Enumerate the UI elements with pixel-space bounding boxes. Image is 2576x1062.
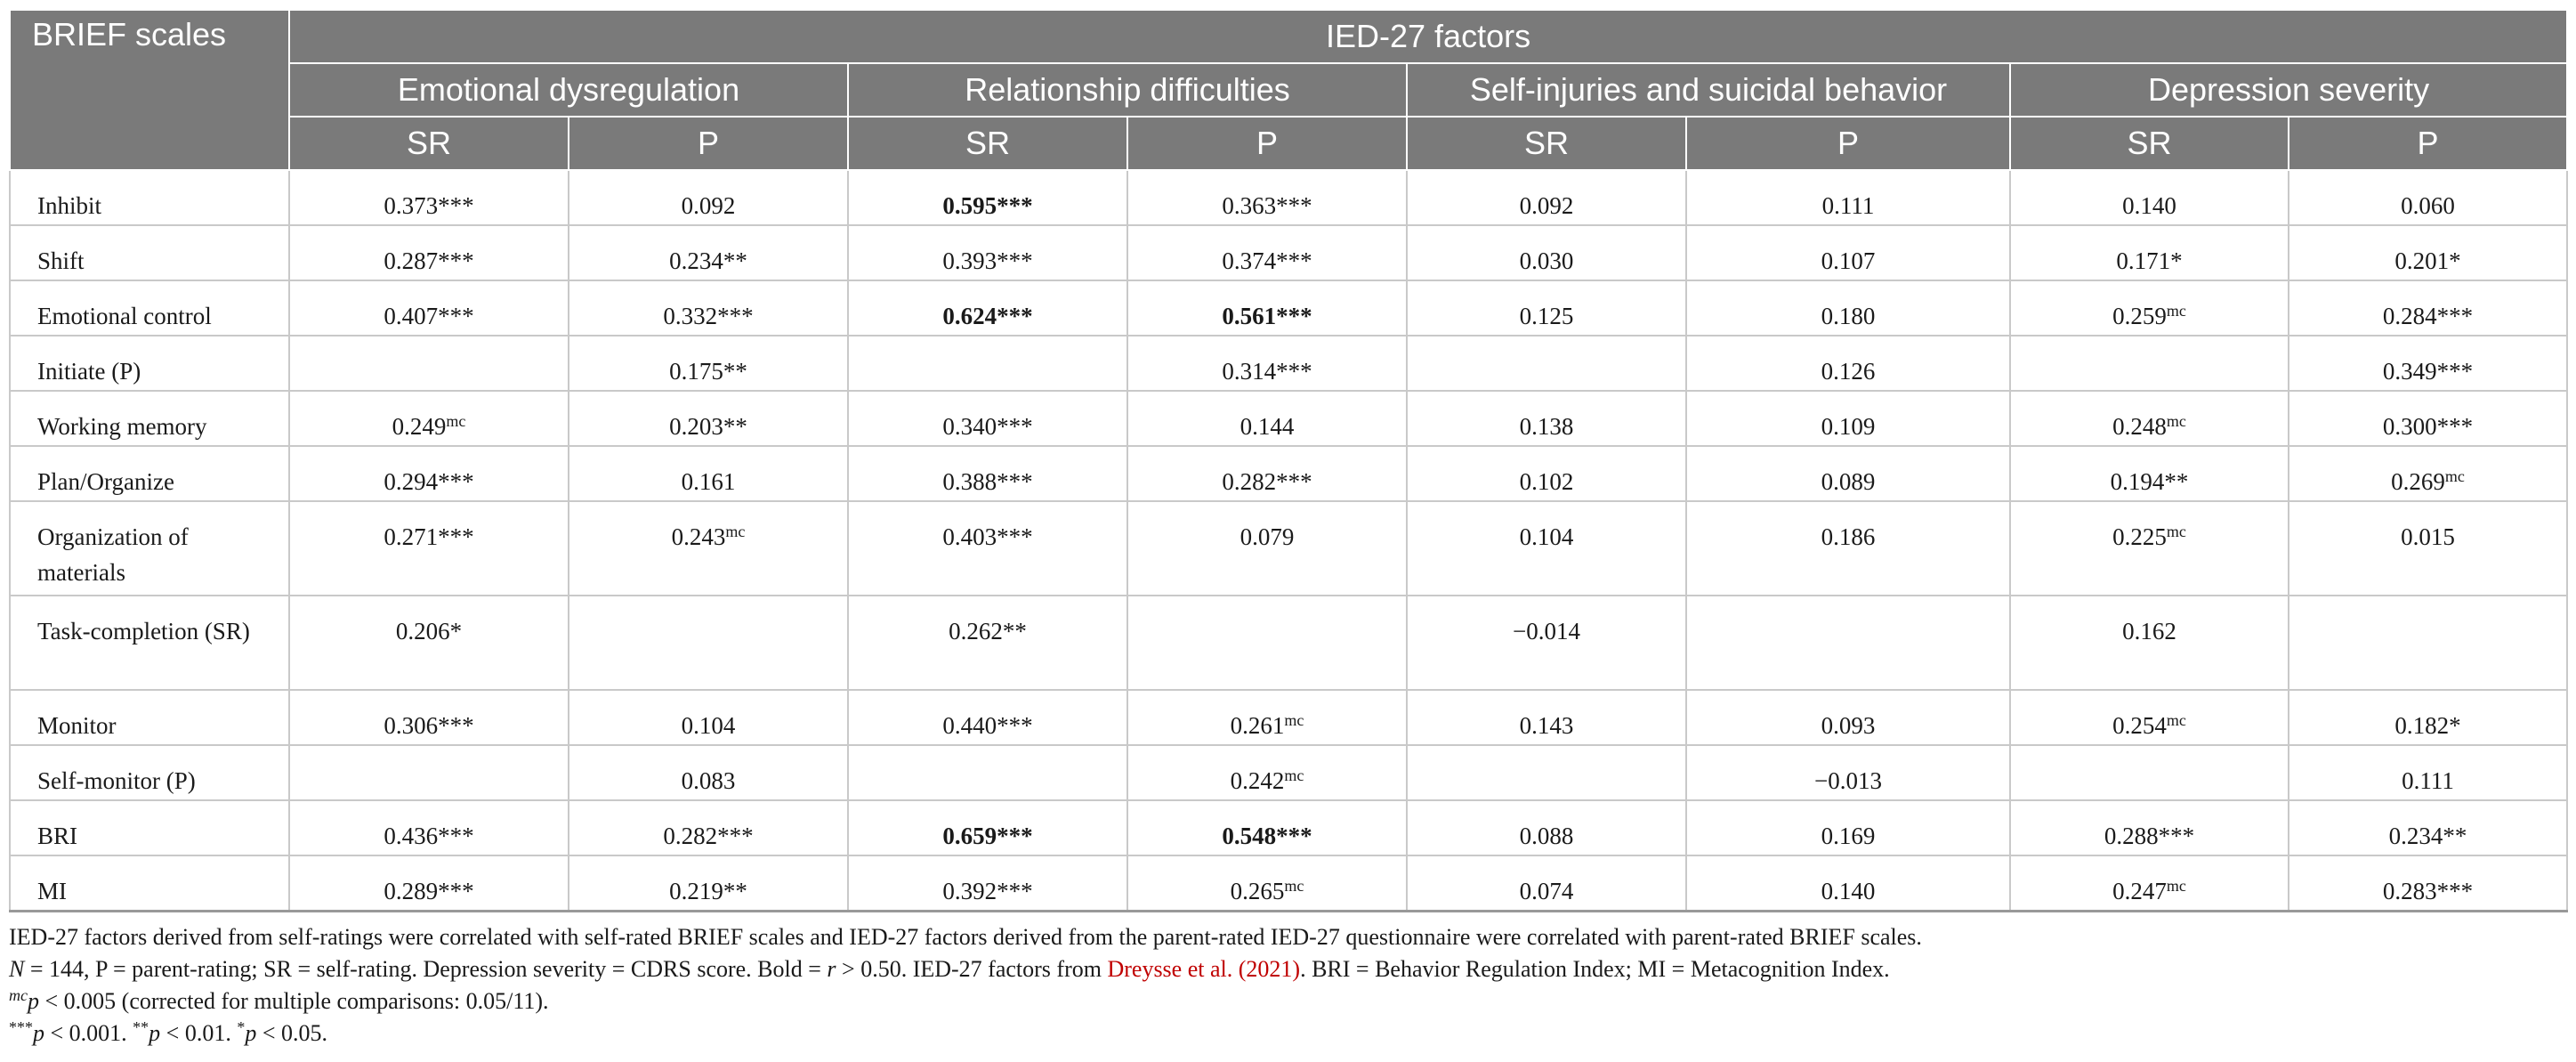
table-cell <box>569 690 848 745</box>
significance-marker: *** <box>997 303 1033 329</box>
table-cell <box>1407 745 1686 800</box>
row-label: Working memory <box>10 391 289 446</box>
table-cell <box>1127 501 1407 596</box>
table-cell <box>1127 170 1407 225</box>
cell-value: 0.440 <box>942 712 997 739</box>
ied27-factors-header: IED-27 factors <box>289 10 2567 63</box>
row-label: Organization of materials <box>10 501 289 596</box>
table-cell <box>848 690 1127 745</box>
cell-value: 0.388 <box>942 468 997 495</box>
significance-marker: *** <box>997 712 1033 739</box>
table-cell <box>848 225 1127 280</box>
cell-value: 0.282 <box>1222 468 1277 495</box>
cell-value: 0.083 <box>681 767 736 794</box>
cell-value: 0.125 <box>1519 303 1574 329</box>
table-cell <box>2289 225 2567 280</box>
significance-marker: *** <box>717 823 754 849</box>
table-cell <box>289 446 569 501</box>
cell-value: 0.104 <box>1519 523 1574 550</box>
note-n: N <box>9 956 25 982</box>
table-cell <box>2010 596 2289 690</box>
significance-marker: ** <box>723 247 747 274</box>
table-cell <box>1127 225 1407 280</box>
citation-link[interactable]: Dreysse et al. (2021) <box>1107 956 1301 982</box>
cell-value: 0.624 <box>942 303 997 329</box>
table-row <box>10 446 2567 501</box>
cell-value: 0.436 <box>384 823 439 849</box>
table-cell <box>1127 745 1407 800</box>
cell-value: 0.186 <box>1821 523 1876 550</box>
table-row <box>10 501 2567 596</box>
significance-marker: mc <box>1284 766 1304 784</box>
significance-marker: *** <box>2436 303 2474 329</box>
table-cell <box>1127 446 1407 501</box>
significance-marker: *** <box>438 823 474 849</box>
sub-header-sr: SR <box>848 117 1127 170</box>
sub-header-sr: SR <box>2010 117 2289 170</box>
table-cell <box>2289 690 2567 745</box>
cell-value: 0.595 <box>942 192 997 219</box>
significance-marker: *** <box>1276 823 1312 849</box>
row-label: BRI <box>10 800 289 855</box>
table-cell <box>1686 170 2010 225</box>
cell-value: 0.219 <box>669 878 723 904</box>
table-row <box>10 800 2567 855</box>
significance-marker: *** <box>997 878 1033 904</box>
group-header-depression-severity: Depression severity <box>2010 63 2567 117</box>
table-cell <box>1686 280 2010 336</box>
cell-value: 0.140 <box>1821 878 1876 904</box>
significance-marker: mc <box>725 523 746 540</box>
cell-value: 0.143 <box>1519 712 1574 739</box>
note-mc: mc <box>9 986 28 1004</box>
significance-marker: *** <box>1276 192 1312 219</box>
cell-value: 0.374 <box>1222 247 1277 274</box>
significance-marker: mc <box>1284 711 1304 729</box>
table-cell <box>1127 690 1407 745</box>
table-cell <box>1127 336 1407 391</box>
cell-value: 0.089 <box>1821 468 1876 495</box>
cell-value: 0.060 <box>2401 192 2455 219</box>
note-sig1: * <box>237 1018 246 1036</box>
cell-value: 0.289 <box>384 878 439 904</box>
table-row <box>10 855 2567 912</box>
cell-value: 0.030 <box>1519 247 1574 274</box>
table-cell <box>848 855 1127 912</box>
table-cell <box>1407 391 1686 446</box>
cell-value: 0.271 <box>384 523 439 550</box>
cell-value: 0.265 <box>1230 878 1285 904</box>
significance-marker: mc <box>446 412 466 430</box>
significance-marker: *** <box>1276 247 1312 274</box>
cell-value: 0.659 <box>942 823 997 849</box>
note-sig3-text: < 0.001. <box>44 1020 133 1046</box>
note-line-1: IED-27 factors derived from self-ratings were correlated with self-rated BRIEF scales and IED-27 factors derived from the parent-rated IED-27 questionnaire were correlated with parent-rated BRIEF scales. <box>9 924 1922 950</box>
table-cell <box>2289 745 2567 800</box>
table-cell <box>1686 596 2010 690</box>
significance-marker: mc <box>2166 711 2186 729</box>
cell-value: 0.138 <box>1519 413 1574 440</box>
table-cell <box>289 690 569 745</box>
sub-header-sr: SR <box>289 117 569 170</box>
table-cell <box>1407 800 1686 855</box>
table-row <box>10 690 2567 745</box>
cell-value: 0.287 <box>384 247 439 274</box>
table-cell <box>2010 225 2289 280</box>
table-cell <box>1686 855 2010 912</box>
cell-value: 0.074 <box>1519 878 1574 904</box>
cell-value: 0.079 <box>1240 523 1295 550</box>
table-cell <box>2010 800 2289 855</box>
significance-marker: * <box>2449 712 2461 739</box>
cell-value: 0.088 <box>1519 823 1574 849</box>
significance-marker: *** <box>1276 358 1312 385</box>
cell-value: 0.373 <box>384 192 439 219</box>
cell-value: 0.175 <box>669 358 723 385</box>
cell-value: 0.104 <box>681 712 736 739</box>
table-cell <box>1686 391 2010 446</box>
cell-value: 0.248 <box>2112 413 2167 440</box>
group-header-emotional-dysregulation: Emotional dysregulation <box>289 63 848 117</box>
note-sig1-text: < 0.05. <box>256 1020 328 1046</box>
table-cell <box>569 855 848 912</box>
cell-value: 0.393 <box>942 247 997 274</box>
cell-value: 0.294 <box>384 468 439 495</box>
table-cell <box>289 596 569 690</box>
cell-value: 0.171 <box>2116 247 2171 274</box>
cell-value: 0.332 <box>663 303 718 329</box>
table-cell <box>1686 800 2010 855</box>
note-sig3: *** <box>9 1018 33 1036</box>
cell-value: 0.561 <box>1222 303 1277 329</box>
cell-value: 0.548 <box>1222 823 1277 849</box>
table-cell <box>289 225 569 280</box>
table-cell <box>848 800 1127 855</box>
note-line-2 <box>9 953 2566 985</box>
cell-value: 0.392 <box>942 878 997 904</box>
sub-header-p: P <box>1127 117 1407 170</box>
significance-marker: *** <box>997 523 1033 550</box>
table-cell <box>1686 336 2010 391</box>
sub-header-sr: SR <box>1407 117 1686 170</box>
table-cell <box>569 391 848 446</box>
correlation-table <box>9 9 2568 912</box>
cell-value: 0.234 <box>669 247 723 274</box>
significance-marker: mc <box>2166 302 2186 320</box>
table-cell <box>569 501 848 596</box>
significance-marker: ** <box>1002 618 1027 644</box>
significance-marker: *** <box>438 468 474 495</box>
cell-value: 0.111 <box>1821 192 1875 219</box>
cell-value: 0.144 <box>1240 413 1295 440</box>
table-cell <box>569 800 848 855</box>
cell-value: 0.092 <box>681 192 736 219</box>
table-cell <box>569 225 848 280</box>
note-line-2-c: . BRI = Behavior Regulation Index; MI = Metacognition Index. <box>1300 956 1890 982</box>
significance-marker: mc <box>2166 877 2186 895</box>
note-sig2: ** <box>133 1018 149 1036</box>
row-label: Self-monitor (P) <box>10 745 289 800</box>
table-cell <box>848 446 1127 501</box>
cell-value: 0.102 <box>1519 468 1574 495</box>
table-cell <box>2289 446 2567 501</box>
cell-value: 0.206 <box>395 618 450 644</box>
cell-value: −0.013 <box>1814 767 1882 794</box>
table-cell <box>569 745 848 800</box>
table-cell <box>2010 280 2289 336</box>
table-cell <box>1686 501 2010 596</box>
table-cell <box>289 855 569 912</box>
table-cell <box>569 446 848 501</box>
row-label: Monitor <box>10 690 289 745</box>
significance-marker: *** <box>438 712 474 739</box>
table-cell <box>1127 596 1407 690</box>
significance-marker: *** <box>1276 468 1312 495</box>
cell-value: 0.161 <box>681 468 736 495</box>
significance-marker: * <box>449 618 463 644</box>
table-cell <box>289 336 569 391</box>
significance-marker: mc <box>2444 467 2465 485</box>
significance-marker: ** <box>723 413 747 440</box>
table-cell <box>569 170 848 225</box>
table-row <box>10 336 2567 391</box>
significance-marker: *** <box>2436 358 2474 385</box>
note-p: p <box>149 1020 161 1046</box>
table-cell <box>2289 170 2567 225</box>
significance-marker: *** <box>438 878 474 904</box>
table-notes <box>9 921 2566 1050</box>
table-cell <box>569 336 848 391</box>
significance-marker: *** <box>997 247 1033 274</box>
group-header-relationship-difficulties: Relationship difficulties <box>848 63 1407 117</box>
significance-marker: mc <box>1284 877 1304 895</box>
cell-value: 0.249 <box>392 413 447 440</box>
cell-value: 0.234 <box>2388 823 2443 849</box>
table-cell <box>2289 391 2567 446</box>
cell-value: 0.282 <box>663 823 718 849</box>
table-cell <box>2010 391 2289 446</box>
cell-value: 0.254 <box>2112 712 2167 739</box>
cell-value: 0.300 <box>2382 413 2437 440</box>
significance-marker: *** <box>438 303 474 329</box>
cell-value: 0.288 <box>2104 823 2159 849</box>
table-cell <box>289 501 569 596</box>
note-p: p <box>245 1020 257 1046</box>
cell-value: 0.169 <box>1821 823 1876 849</box>
table-cell <box>2289 280 2567 336</box>
row-label: Shift <box>10 225 289 280</box>
table-cell <box>848 391 1127 446</box>
sub-header-p: P <box>569 117 848 170</box>
significance-marker: *** <box>997 192 1033 219</box>
cell-value: 0.182 <box>2394 712 2450 739</box>
cell-value: 0.201 <box>2394 247 2450 274</box>
cell-value: 0.403 <box>942 523 997 550</box>
cell-value: 0.284 <box>2382 303 2437 329</box>
note-line-4 <box>9 1017 2566 1050</box>
brief-scales-header: BRIEF scales <box>10 10 289 170</box>
significance-marker: * <box>2449 247 2461 274</box>
table-cell <box>2010 690 2289 745</box>
table-cell <box>2010 336 2289 391</box>
table-cell <box>289 170 569 225</box>
table-cell <box>2289 596 2567 690</box>
table-cell <box>848 745 1127 800</box>
table-cell <box>1407 170 1686 225</box>
cell-value: 0.107 <box>1821 247 1876 274</box>
cell-value: 0.092 <box>1519 192 1574 219</box>
table-cell <box>1127 800 1407 855</box>
significance-marker: *** <box>997 413 1033 440</box>
row-label: Initiate (P) <box>10 336 289 391</box>
significance-marker: mc <box>2166 412 2186 430</box>
table-cell <box>289 800 569 855</box>
significance-marker: *** <box>438 523 474 550</box>
cell-value: 0.283 <box>2382 878 2437 904</box>
table-cell <box>2289 855 2567 912</box>
cell-value: 0.242 <box>1230 767 1285 794</box>
row-label: MI <box>10 855 289 912</box>
table-cell <box>1686 225 2010 280</box>
table-row <box>10 170 2567 225</box>
table-cell <box>1127 391 1407 446</box>
row-label: Inhibit <box>10 170 289 225</box>
cell-value: 0.162 <box>2122 618 2176 644</box>
table-cell <box>2289 336 2567 391</box>
significance-marker: * <box>2170 247 2183 274</box>
significance-marker: *** <box>997 823 1033 849</box>
table-cell <box>1686 745 2010 800</box>
table-cell <box>2289 800 2567 855</box>
significance-marker: *** <box>2436 413 2474 440</box>
table-row <box>10 596 2567 690</box>
cell-value: 0.349 <box>2382 358 2437 385</box>
table-cell <box>2289 501 2567 596</box>
cell-value: 0.247 <box>2112 878 2167 904</box>
table-cell <box>1686 690 2010 745</box>
table-cell <box>848 501 1127 596</box>
cell-value: 0.225 <box>2112 523 2167 550</box>
cell-value: −0.014 <box>1513 618 1580 644</box>
significance-marker: mc <box>2166 523 2186 540</box>
table-cell <box>1686 446 2010 501</box>
sub-header-p: P <box>1686 117 2010 170</box>
table-cell <box>289 745 569 800</box>
table-cell <box>1407 280 1686 336</box>
cell-value: 0.269 <box>2391 468 2445 495</box>
table-cell <box>848 596 1127 690</box>
table-cell <box>1127 855 1407 912</box>
cell-value: 0.243 <box>671 523 726 550</box>
significance-marker: *** <box>1276 303 1312 329</box>
table-cell <box>2010 855 2289 912</box>
cell-value: 0.407 <box>384 303 439 329</box>
table-cell <box>848 280 1127 336</box>
table-cell <box>848 170 1127 225</box>
cell-value: 0.259 <box>2112 303 2167 329</box>
table-body <box>10 170 2567 912</box>
table-cell <box>2010 745 2289 800</box>
cell-value: 0.314 <box>1222 358 1277 385</box>
significance-marker: *** <box>717 303 754 329</box>
table-cell <box>1407 690 1686 745</box>
significance-marker: ** <box>2443 823 2467 849</box>
cell-value: 0.340 <box>942 413 997 440</box>
significance-marker: *** <box>438 247 474 274</box>
cell-value: 0.203 <box>669 413 723 440</box>
table-cell <box>289 280 569 336</box>
note-p: p <box>33 1020 44 1046</box>
cell-value: 0.194 <box>2110 468 2165 495</box>
table-cell <box>569 596 848 690</box>
table-cell <box>1127 280 1407 336</box>
row-label: Task-completion (SR) <box>10 596 289 690</box>
note-sig2-text: < 0.01. <box>160 1020 238 1046</box>
table-cell <box>1407 596 1686 690</box>
note-p: p <box>28 988 39 1014</box>
table-cell <box>848 336 1127 391</box>
cell-value: 0.126 <box>1821 358 1876 385</box>
table-cell <box>2010 170 2289 225</box>
table-cell <box>1407 855 1686 912</box>
table-cell <box>1407 225 1686 280</box>
table-cell <box>1407 501 1686 596</box>
significance-marker: *** <box>438 192 474 219</box>
significance-marker: *** <box>2158 823 2195 849</box>
note-line-2-a: = 144, P = parent-rating; SR = self-rating. Depression severity = CDRS score. Bold = <box>24 956 828 982</box>
correlation-table-container <box>9 9 2566 1050</box>
note-r: r <box>827 956 836 982</box>
cell-value: 0.109 <box>1821 413 1876 440</box>
group-header-self-injuries: Self-injuries and suicidal behavior <box>1407 63 2010 117</box>
note-line-2-b: > 0.50. IED-27 factors from <box>836 956 1108 982</box>
note-line-3-rest: < 0.005 (corrected for multiple comparisons: 0.05/11). <box>39 988 549 1014</box>
row-label: Plan/Organize <box>10 446 289 501</box>
table-cell <box>569 280 848 336</box>
cell-value: 0.015 <box>2401 523 2455 550</box>
cell-value: 0.363 <box>1222 192 1277 219</box>
table-cell <box>289 391 569 446</box>
cell-value: 0.093 <box>1821 712 1876 739</box>
table-cell <box>2010 446 2289 501</box>
row-label: Emotional control <box>10 280 289 336</box>
cell-value: 0.262 <box>949 618 1003 644</box>
significance-marker: *** <box>997 468 1033 495</box>
table-row <box>10 280 2567 336</box>
significance-marker: ** <box>723 358 747 385</box>
cell-value: 0.111 <box>2402 767 2454 794</box>
table-row <box>10 225 2567 280</box>
table-row <box>10 745 2567 800</box>
table-cell <box>1407 336 1686 391</box>
cell-value: 0.140 <box>2122 192 2176 219</box>
significance-marker: ** <box>2164 468 2189 495</box>
significance-marker: *** <box>2436 878 2474 904</box>
sub-header-p: P <box>2289 117 2567 170</box>
significance-marker: ** <box>723 878 747 904</box>
table-row <box>10 391 2567 446</box>
cell-value: 0.306 <box>384 712 439 739</box>
table-cell <box>2010 501 2289 596</box>
cell-value: 0.261 <box>1230 712 1285 739</box>
note-line-3 <box>9 985 2566 1017</box>
table-cell <box>1407 446 1686 501</box>
cell-value: 0.180 <box>1821 303 1876 329</box>
